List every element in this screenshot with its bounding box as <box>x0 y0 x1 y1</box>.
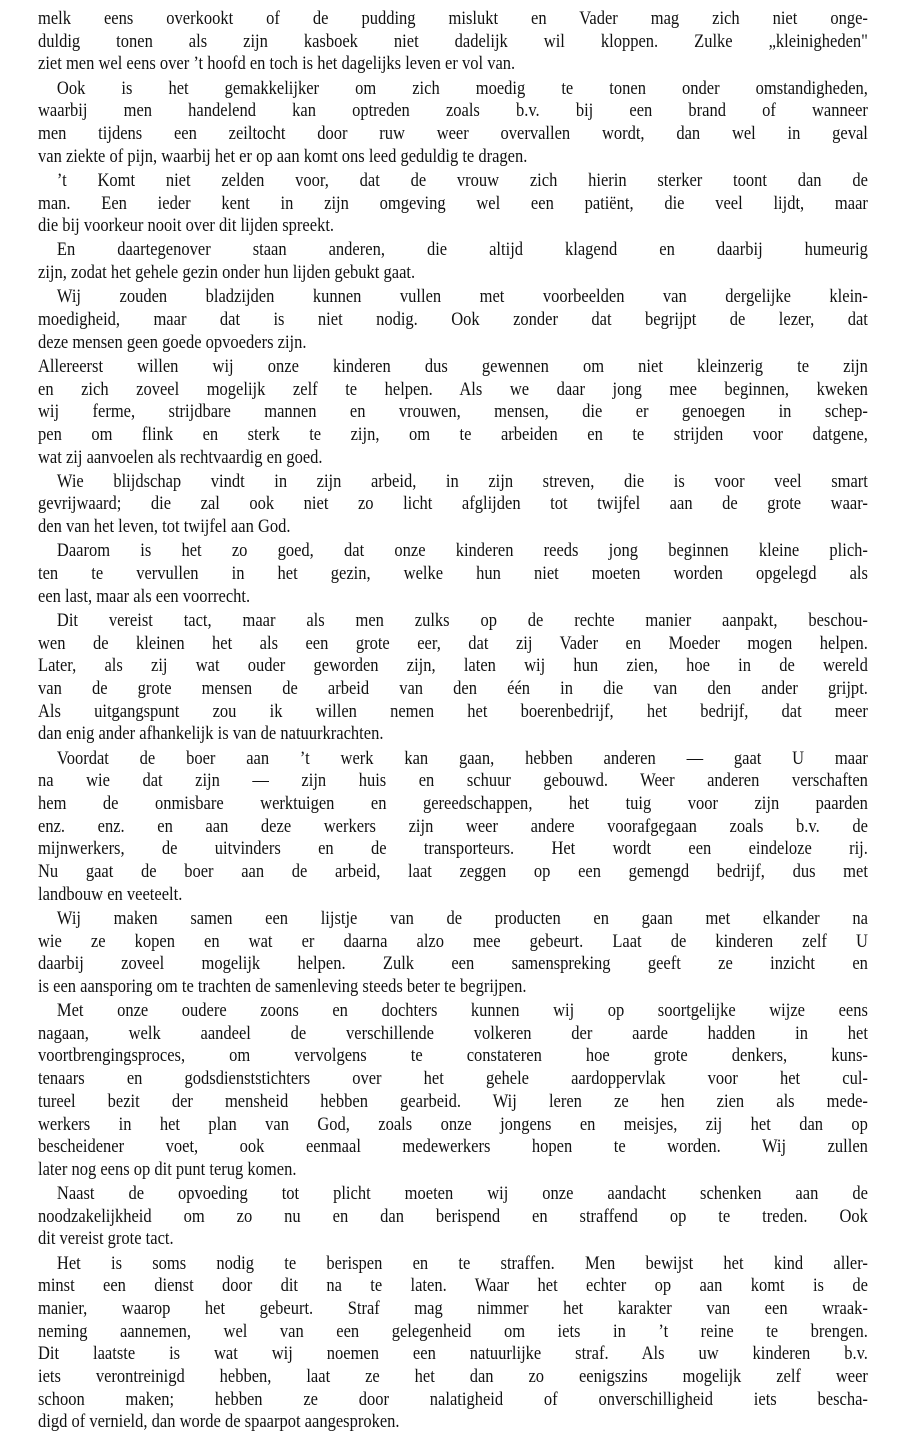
text-line: daarbij zoveel mogelijk helpen. Zulk een samenspreking geeft ze inzicht en <box>38 953 868 975</box>
text-line: wen de kleinen het als een grote eer, dat zij Vader en Moeder mogen helpen. <box>38 632 868 654</box>
text-line: schoon maken; hebben ze door nalatigheid of onverschilligheid iets bescha- <box>38 1388 868 1410</box>
text-line: Allereerst willen wij onze kinderen dus gewennen om niet kleinzerig te zijn <box>38 355 868 377</box>
text-line: tureel bezit der mensheid hebben gearbeid. Wij leren ze hen zien als mede- <box>38 1090 868 1112</box>
text-line: pen om flink en sterk te zijn, om te arbeiden en te strijden voor datgene, <box>38 423 868 445</box>
text-line: tenaars en godsdienststichters over het gehele aardoppervlak voor het cul- <box>38 1068 868 1090</box>
text-line: enz. enz. en aan deze werkers zijn weer andere voorafgegaan zoals b.v. de <box>38 815 868 837</box>
text-line: Wie blijdschap vindt in zijn arbeid, in zijn streven, die is voor veel smart <box>56 470 868 492</box>
text-line: manier, waarop het gebeurt. Straf mag nimmer het karakter van een wraak- <box>38 1298 868 1319</box>
paragraph <box>38 1000 868 1182</box>
text-line: werkers in het plan van God, zoals onze jongens en meisjes, zij het dan op <box>38 1113 868 1135</box>
text-line: waarbij men handelend kan optreden zoals b.v. bij een brand of wanneer <box>38 100 868 122</box>
paragraph <box>38 1253 868 1435</box>
document-page <box>38 8 868 1434</box>
text-line: Wij zouden bladzijden kunnen vullen met voorbeelden van dergelijke klein- <box>56 286 868 308</box>
paragraph <box>38 78 868 169</box>
text-line: Dit vereist tact, maar als men zulks op de rechte manier aanpakt, beschou- <box>56 609 868 631</box>
text-line: mijnwerkers, de uitvinders en de transporteurs. Het wordt een eindeloze rij. <box>38 838 868 860</box>
body-text <box>38 8 868 1434</box>
text-line: nagaan, welk aandeel de verschillende volkeren der aarde hadden in het <box>38 1022 868 1044</box>
text-line: Dit laatste is wat wij noemen een natuurlijke straf. Als uw kinderen b.v. <box>38 1343 868 1365</box>
text-line: hem de onmisbare werktuigen en gereedschappen, het tuig voor zijn paarden <box>38 792 868 814</box>
text-line: En daartegenover staan anderen, die altijd klagend en daarbij humeurig <box>56 239 868 261</box>
paragraph <box>38 286 868 354</box>
text-line: Ook is het gemakkelijker om zich moedig te tonen onder omstandigheden, <box>56 77 868 99</box>
paragraph <box>38 356 868 469</box>
text-line: melk eens overkookt of de pudding mislukt en Vader mag zich niet onge- <box>38 8 868 29</box>
text-line: Daarom is het zo goed, dat onze kinderen reeds jong beginnen kleine plich- <box>56 540 868 562</box>
text-line: dit vereist grote tact. <box>38 1228 174 1250</box>
text-line: en zich zoveel mogelijk zelf te helpen. Als we daar jong mee beginnen, kweken <box>38 378 868 400</box>
text-line: wij ferme, strijdbare mannen en vrouwen, mensen, die er genoegen in schep- <box>38 401 868 423</box>
paragraph <box>38 170 868 238</box>
text-line: zijn, zodat het gehele gezin onder hun lijden gebukt gaat. <box>38 262 416 284</box>
text-line: Als uitgangspunt zou ik willen nemen het boerenbedrijf, het bedrijf, dat meer <box>38 700 868 722</box>
text-line: van de grote mensen de arbeid van den één in die van den ander grijpt. <box>38 677 868 699</box>
paragraph <box>38 239 868 284</box>
text-line: iets verontreinigd hebben, laat ze het dan zo eenigszins mogelijk zelf weer <box>38 1366 868 1388</box>
text-line: Het is soms nodig te berispen en te straffen. Men bewijst het kind aller- <box>56 1252 868 1274</box>
text-line: gevrijwaard; die zal ook niet zo licht afglijden tot twijfel aan de grote waar- <box>38 493 868 515</box>
text-line: wat zij aanvoelen als rechtvaardig en goed. <box>38 446 323 468</box>
text-line: na wie dat zijn — zijn huis en schuur gebouwd. Weer anderen verschaften <box>38 770 868 792</box>
text-line: man. Een ieder kent in zijn omgeving wel een patiënt, die veel lijdt, maar <box>38 192 868 214</box>
paragraph <box>38 540 868 608</box>
text-line: den van het leven, tot twijfel aan God. <box>38 516 291 538</box>
text-line: men tijdens een zeiltocht door ruw weer overvallen wordt, dan wel in geval <box>38 122 868 144</box>
paragraph <box>38 8 868 76</box>
paragraph <box>38 908 868 999</box>
text-line: deze mensen geen goede opvoeders zijn. <box>38 331 307 353</box>
text-line: bescheidener voet, ook eenmaal medewerkers hopen te worden. Wij zullen <box>38 1136 868 1158</box>
text-line: moedigheid, maar dat is niet nodig. Ook zonder dat begrijpt de lezer, dat <box>38 308 868 330</box>
text-line: duldig tonen als zijn kasboek niet dadelijk wil kloppen. Zulke „kleinigheden" <box>38 30 868 52</box>
text-line: Voordat de boer aan ’t werk kan gaan, hebben anderen — gaat U maar <box>56 747 868 769</box>
text-line: Later, als zij wat ouder geworden zijn, laten wij hun zien, hoe in de wereld <box>38 655 868 677</box>
text-line: van ziekte of pijn, waarbij het er op aan komt ons leed geduldig te dragen. <box>38 145 528 167</box>
text-line: wie ze kopen en wat er daarna alzo mee gebeurt. Laat de kinderen zelf U <box>38 930 868 952</box>
text-line: Naast de opvoeding tot plicht moeten wij onze aandacht schenken aan de <box>56 1183 868 1205</box>
paragraph <box>38 471 868 539</box>
text-line: een last, maar als een voorrecht. <box>38 585 251 607</box>
text-line: minst een dienst door dit na te laten. Waar het echter op aan komt is de <box>38 1275 868 1297</box>
text-line: ten te vervullen in het gezin, welke hun niet moeten worden opgelegd als <box>38 563 868 584</box>
text-line: Nu gaat de boer aan de arbeid, laat zeggen op een gemengd bedrijf, dus met <box>38 860 868 882</box>
text-line: die bij voorkeur nooit over dit lijden spreekt. <box>38 215 335 237</box>
text-line: dan enig ander afhankelijk is van de natuurkrachten. <box>38 723 384 745</box>
text-line: is een aansporing om te trachten de samenleving steeds beter te begrijpen. <box>38 975 527 997</box>
text-line: ziet men wel eens over ’t hoofd en toch is het dagelijks leven er vol van. <box>38 53 516 75</box>
text-line: Wij maken samen een lijstje van de producten en gaan met elkander na <box>56 907 868 929</box>
text-line: landbouw en veeteelt. <box>38 883 183 905</box>
text-line: ’t Komt niet zelden voor, dat de vrouw zich hierin sterker toont dan de <box>56 169 868 191</box>
text-line: voortbrengingsproces, om vervolgens te constateren hoe grote denkers, kuns- <box>38 1045 868 1067</box>
text-line: digd of vernield, dan worde de spaarpot aangesproken. <box>38 1411 400 1433</box>
text-line: Met onze oudere zoons en dochters kunnen wij op soortgelijke wijze eens <box>56 1000 868 1022</box>
paragraph <box>38 1183 868 1251</box>
text-line: later nog eens op dit punt terug komen. <box>38 1158 297 1180</box>
text-line: neming aannemen, wel van een gelegenheid om iets in ’t reine te brengen. <box>38 1320 868 1342</box>
text-line: noodzakelijkheid om zo nu en dan berispend en straffend op te treden. Ook <box>38 1205 868 1227</box>
paragraph <box>38 610 868 746</box>
paragraph <box>38 748 868 907</box>
